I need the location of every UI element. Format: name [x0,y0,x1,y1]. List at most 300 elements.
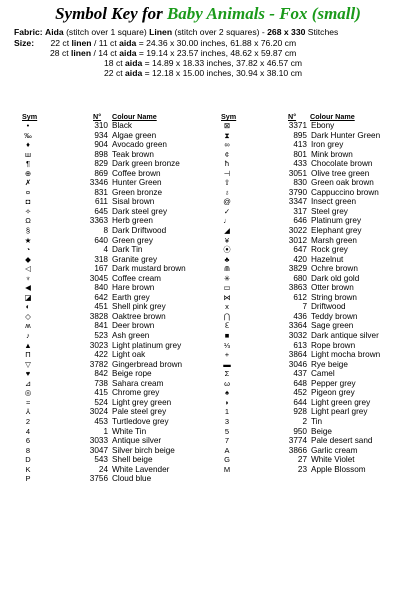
symbol: ◆ [25,254,31,264]
colour-name: Camel [311,369,335,379]
fabric-aida-note: (stitch over 1 square) [66,27,147,37]
fabric-aida: Aida [45,27,64,37]
colour-name: Turtledove grey [112,416,169,426]
symbol: @ [223,197,231,207]
list-item [219,188,409,198]
colour-number: 646 [293,216,307,226]
list-item [219,379,409,389]
symbol: ⦿ [223,245,231,255]
list-item [20,446,210,456]
colour-name: Green bronze [112,187,163,197]
list-item [20,436,210,446]
colour-name: White Lavender [112,464,170,474]
list-item [20,121,210,131]
colour-number: 3863 [288,283,307,293]
symbol: ▽ [25,359,31,369]
symbol: Σ [224,369,230,379]
list-item [219,369,409,379]
symbol: 2 [25,416,31,426]
symbol: ▭ [223,283,231,293]
colour-name: Shell pink grey [112,302,166,312]
list-item [20,417,210,427]
colour-number: 841 [94,321,108,331]
colour-number: 433 [293,159,307,169]
colour-number: 642 [94,292,108,302]
colour-name: Rye beige [311,359,348,369]
colour-number: 27 [297,455,307,465]
list-item [20,341,210,351]
size-line [14,38,296,48]
symbol: 3 [224,416,230,426]
colour-number: 543 [94,455,108,465]
list-item [20,293,210,303]
size-ct-aida: 22 ct [104,68,123,78]
symbol: § [25,226,31,236]
symbol: ⊣ [223,168,231,178]
symbol: 1 [224,407,230,417]
symbol: ⋈ [223,292,231,302]
list-item [20,150,210,160]
list-item [20,379,210,389]
list-item [219,159,409,169]
colour-number: 738 [94,378,108,388]
colour-number: 413 [293,140,307,150]
colour-name: Olive tree green [311,168,370,178]
symbol: ♩ [223,216,231,226]
colour-name: Sisal brown [112,197,155,207]
list-item [20,140,210,150]
list-item [20,236,210,246]
list-item [20,465,210,475]
symbol: ◐ [25,302,31,312]
colour-name: Coffee brown [112,168,161,178]
list-item [219,312,409,322]
colour-number: 4 [103,245,108,255]
symbol: D [25,455,31,465]
colour-name: Ochre brown [311,264,358,274]
size-line [50,48,296,58]
colour-number: 3023 [89,340,108,350]
list-item [219,360,409,370]
colour-name: Green grey [112,235,153,245]
colour-number: 451 [94,302,108,312]
colour-name: Dark green bronze [112,159,180,169]
colour-name: White Violet [311,455,355,465]
colour-number: 3864 [288,350,307,360]
left-header-num: N° [93,112,102,121]
size-ct-linen: 22 ct [50,38,70,48]
colour-number: 8 [103,226,108,236]
symbol: ◀ [25,283,31,293]
right-header-num: N° [288,112,297,121]
colour-number: 934 [94,130,108,140]
colour-number: 415 [94,388,108,398]
symbol: ◢ [224,226,230,236]
list-item [219,131,409,141]
size-line [104,68,302,78]
list-item [219,388,409,398]
colour-name: Marsh green [311,235,357,245]
colour-name: Dark Driftwood [112,226,167,236]
colour-number: 167 [94,264,108,274]
left-header-sym: Sym [22,112,38,121]
symbol: ⊠ [223,121,231,130]
list-item [20,312,210,322]
colour-name: Silver birch beige [112,445,175,455]
right-header-sym: Sym [221,112,237,121]
list-item [20,207,210,217]
colour-name: Chrome grey [112,388,160,398]
list-item [219,169,409,179]
symbol: ◔ [25,245,31,255]
colour-name: Steel grey [311,206,348,216]
colour-name: Light platinum grey [112,340,182,350]
colour-number: 801 [293,149,307,159]
colour-number: 3829 [288,264,307,274]
size-dimensions: = 24.36 x 30.00 inches, 61.88 x 76.20 cm [138,38,297,48]
colour-name: Garlic cream [311,445,358,455]
list-item [219,283,409,293]
colour-name: Beige [311,426,332,436]
colour-number: 452 [293,388,307,398]
list-item [219,417,409,427]
colour-number: 648 [293,378,307,388]
colour-number: 437 [293,369,307,379]
symbol: ℇ [224,321,230,331]
size-ct-aida: / 14 ct [93,48,117,58]
symbol: ◪ [24,292,32,302]
symbol: ⅄ [25,407,31,417]
colour-name: Algae green [112,130,157,140]
list-item [20,427,210,437]
list-item [219,264,409,274]
colour-number: 3033 [89,436,108,446]
symbol: ♥ [25,369,31,379]
colour-name: Platinum grey [311,216,362,226]
symbol: Ω [25,216,31,226]
list-item [219,398,409,408]
colour-name: Herb green [112,216,153,226]
colour-number: 829 [94,159,108,169]
symbol: ⧗ [224,130,230,140]
colour-number: 420 [293,254,307,264]
colour-number: 436 [293,311,307,321]
colour-name: Antique silver [112,436,162,446]
size-label: Size: [14,38,35,48]
colour-number: 3363 [89,216,108,226]
list-item [219,455,409,465]
list-item [20,331,210,341]
list-item [219,150,409,160]
colour-number: 612 [293,292,307,302]
symbol: ⋒ [223,264,231,274]
symbol: ¥ [224,235,230,245]
symbol: ♣ [224,254,230,264]
list-item [219,236,409,246]
colour-number: 3022 [288,226,307,236]
colour-number: 318 [94,254,108,264]
title-main: Symbol Key for [55,4,163,23]
size-aida: aida [125,68,143,78]
colour-number: 453 [94,416,108,426]
symbol: ¶ [25,159,31,169]
list-item [20,274,210,284]
colour-name: Beige rope [112,369,152,379]
colour-name: Ash green [112,331,150,341]
symbol: ♆ [25,273,31,283]
list-item [20,455,210,465]
fabric-linen-note: (stitch over 2 squares) - [174,27,265,37]
symbol: A [224,445,230,455]
colour-number: 3866 [288,445,307,455]
list-item [219,121,409,131]
symbol: ◁ [25,264,31,274]
colour-name: Teddy brown [311,311,358,321]
symbol: ¢ [224,149,230,159]
list-item [20,255,210,265]
symbol: ¤ [25,187,31,197]
list-item [20,302,210,312]
colour-name: Hare brown [112,283,155,293]
colour-number: 3045 [89,273,108,283]
colour-number: 23 [297,464,307,474]
list-item [219,302,409,312]
colour-number: 317 [293,206,307,216]
size-aida: aida [119,48,137,58]
list-item [20,369,210,379]
colour-number: 3782 [89,359,108,369]
colour-number: 2 [302,416,307,426]
stitch-label: Stitches [307,27,339,37]
list-item [20,216,210,226]
symbol: x [225,302,229,312]
list-item [219,140,409,150]
symbol: 6 [25,436,31,446]
colour-number: 3790 [288,187,307,197]
colour-name: Dark old gold [311,273,360,283]
symbol: ⊕ [24,168,32,178]
colour-number: 950 [293,426,307,436]
symbol: ω [224,378,230,388]
list-item [20,188,210,198]
colour-name: Rock grey [311,245,348,255]
colour-name: Green oak brown [311,178,374,188]
colour-number: 524 [94,397,108,407]
colour-number: 3364 [288,321,307,331]
size-ct-aida: 18 ct [104,58,123,68]
list-item [219,436,409,446]
fabric-linen: Linen [149,27,173,37]
symbol: ≈ [25,397,31,407]
list-item [20,283,210,293]
symbol: ⋂ [223,311,231,321]
colour-name: Black [112,121,133,130]
colour-name: Tin [311,416,323,426]
colour-number: 645 [94,206,108,216]
colour-name: Oaktree brown [112,311,166,321]
colour-name: Light grey green [112,397,172,407]
colour-number: 680 [293,273,307,283]
colour-name: Avocado green [112,140,167,150]
list-item [219,341,409,351]
colour-name: Dark antique silver [311,331,379,341]
left-colour-list [20,121,210,484]
colour-name: Dark Hunter Green [311,130,381,140]
symbol: ◘ [25,197,31,207]
symbol: ★ [24,235,32,245]
colour-number: 830 [293,178,307,188]
colour-name: Sage green [311,321,354,331]
colour-name: Mink brown [311,149,353,159]
colour-name: Apple Blossom [311,464,366,474]
colour-number: 3012 [288,235,307,245]
list-item [219,255,409,265]
colour-number: 898 [94,149,108,159]
colour-name: Dark Tin [112,245,143,255]
title-pattern-name: Baby Animals - Fox (small) [166,4,361,23]
colour-number: 3756 [89,474,108,484]
colour-number: 611 [94,197,108,207]
symbol: ■ [224,331,230,341]
list-item [20,398,210,408]
symbol: ♁ [224,187,230,197]
colour-number: 3774 [288,436,307,446]
fabric-label: Fabric: [14,27,43,37]
colour-name: Cloud blue [112,474,152,484]
colour-name: Pigeon grey [311,388,355,398]
size-ct-aida: / 11 ct [93,38,117,48]
colour-name: Sahara cream [112,378,164,388]
colour-number: 895 [293,130,307,140]
colour-number: 3371 [288,121,307,130]
size-dimensions: = 12.18 x 15.00 inches, 30.94 x 38.10 cm [144,68,303,78]
symbol: ш [24,149,32,159]
colour-number: 3032 [288,331,307,341]
colour-name: Gingerbread brown [112,359,183,369]
symbol: + [224,350,230,360]
list-item [20,226,210,236]
size-aida: aida [119,38,137,48]
symbol: 8 [25,445,31,455]
colour-number: 1 [103,426,108,436]
list-item [219,245,409,255]
colour-name: Rope brown [311,340,356,350]
symbol: ⅓ [223,340,231,350]
symbol: ⇧ [223,178,231,188]
size-dimensions: = 14.89 x 18.33 inches, 37.82 x 46.57 cm [144,58,303,68]
symbol: 7 [224,436,230,446]
colour-number: 904 [94,140,108,150]
list-item [219,178,409,188]
colour-number: 422 [94,350,108,360]
list-item [20,245,210,255]
colour-name: Light oak [112,350,146,360]
symbol: G [224,455,230,465]
list-item [20,350,210,360]
colour-name: Pepper grey [311,378,356,388]
symbol: ħ [224,159,230,169]
colour-name: Iron grey [311,140,344,150]
symbol: ▬ [223,359,231,369]
list-item [219,293,409,303]
colour-name: Dark steel grey [112,206,168,216]
left-header-name: Colour Name [112,112,157,121]
colour-number: 3047 [89,445,108,455]
symbol: Π [25,350,31,360]
colour-name: Chocolate brown [311,159,373,169]
list-item [219,216,409,226]
symbol: • [26,121,30,130]
symbol: ✧ [24,206,32,216]
colour-name: Coffee cream [112,273,161,283]
colour-name: Light pearl grey [311,407,368,417]
symbol: ♠ [225,388,229,398]
fabric-line [14,27,338,37]
list-item [219,321,409,331]
symbol: ʍ [25,321,31,331]
colour-number: 3051 [288,168,307,178]
list-item [20,169,210,179]
list-item [219,427,409,437]
symbol: ◇ [25,311,31,321]
size-linen: linen [71,48,92,58]
list-item [20,159,210,169]
symbol: 5 [224,426,230,436]
list-item [20,178,210,188]
size-linen: linen [71,38,92,48]
colour-name: Pale steel grey [112,407,167,417]
colour-name: Insect green [311,197,357,207]
colour-number: 310 [94,121,108,130]
list-item [219,407,409,417]
list-item [20,360,210,370]
colour-name: Teak brown [112,149,154,159]
colour-name: Hazelnut [311,254,344,264]
colour-name: String brown [311,292,357,302]
list-item [219,446,409,456]
symbol: ♦ [26,140,30,150]
colour-number: 842 [94,369,108,379]
colour-number: 840 [94,283,108,293]
colour-name: Pale desert sand [311,436,373,446]
colour-number: 3046 [288,359,307,369]
list-item [20,264,210,274]
symbol: ✗ [24,178,32,188]
colour-name: Dark mustard brown [112,264,186,274]
symbol: ♪ [26,331,30,341]
colour-name: Driftwood [311,302,346,312]
list-item [219,350,409,360]
colour-name: Light mocha brown [311,350,381,360]
symbol: ✳ [223,273,231,283]
colour-name: Granite grey [112,254,158,264]
list-item [219,465,409,475]
colour-name: Earth grey [112,292,150,302]
right-header-name: Colour Name [310,112,355,121]
size-line [104,58,302,68]
list-item [219,274,409,284]
colour-number: 869 [94,168,108,178]
symbol: ‰ [24,130,32,140]
symbol: 4 [25,426,31,436]
colour-number: 7 [302,302,307,312]
symbol: ◗ [224,397,230,407]
colour-number: 613 [293,340,307,350]
colour-name: Otter brown [311,283,354,293]
colour-number: 3024 [89,407,108,417]
list-item [219,331,409,341]
colour-number: 831 [94,187,108,197]
